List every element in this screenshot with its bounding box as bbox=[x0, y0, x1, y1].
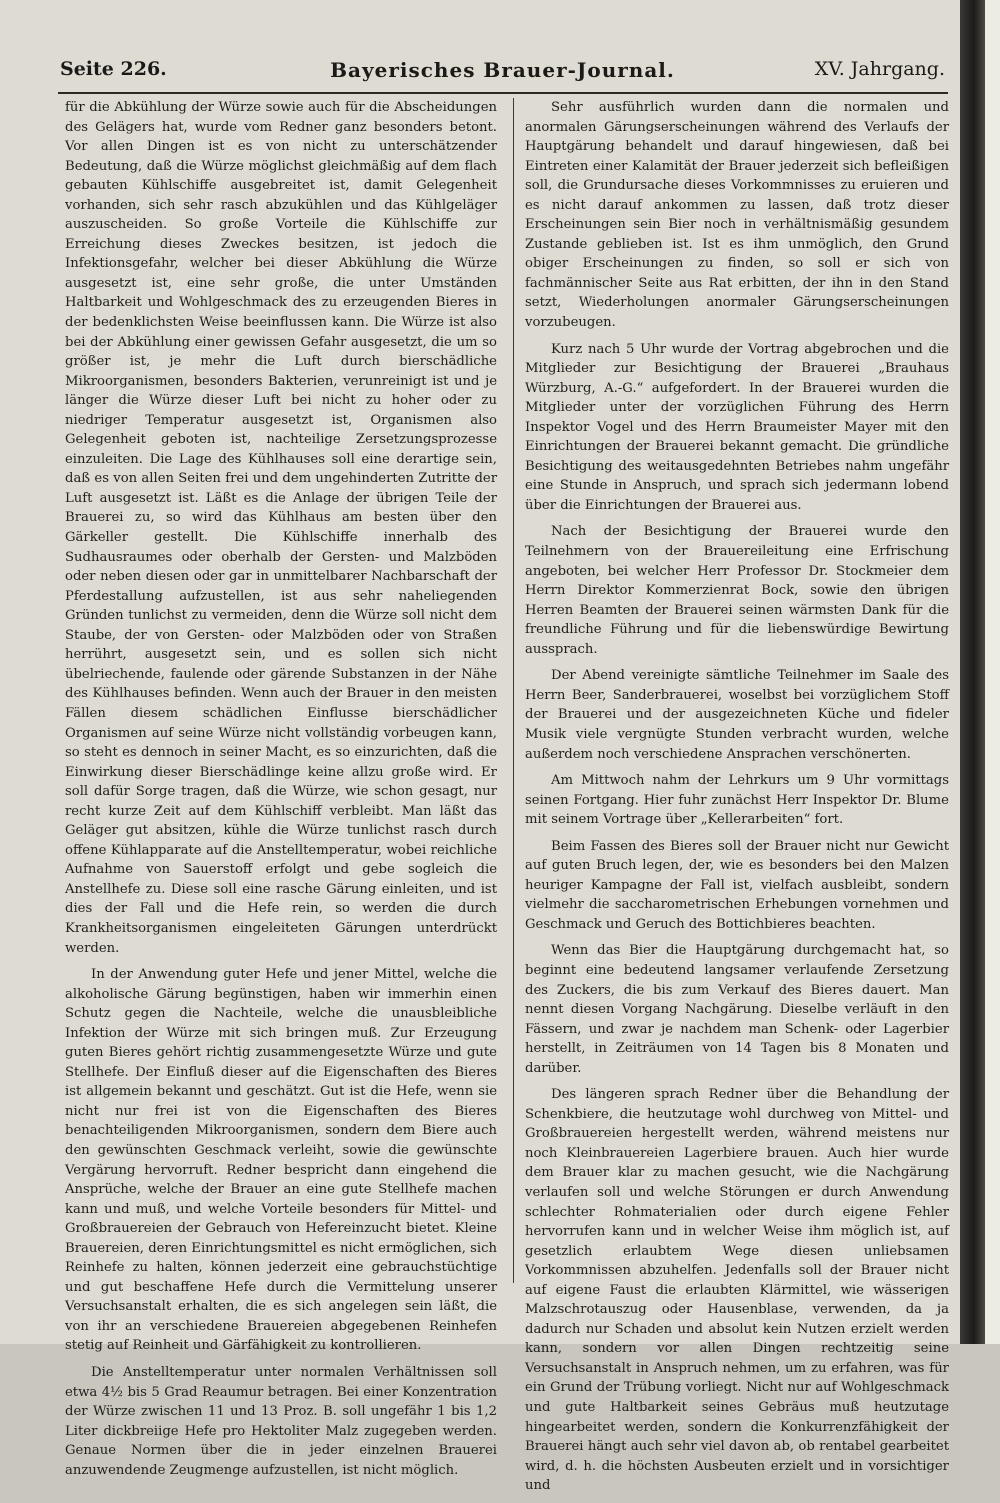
right-paragraph-4: Der Abend vereinigte sämtliche Teilnehmer im Saale des Herrn Beer, Sanderbrauerei, woselbst bei vorzüglichem Stoff der Brauerei und der ausgezeichneten Küche und fideler Musik viele vergnügte Stunden verbracht wurden, welche außerdem noch verschiedene Ansprachen verschönerten. bbox=[525, 668, 949, 762]
right-paragraph-3: Nach der Besichtigung der Brauerei wurde den Teilnehmern von der Brauereileitung eine Erfrischung angeboten, bei welcher Herr Professor Dr. Stockmeier dem Herrn Direktor Kommerzienrat Bock, sowie den übrigen Herren Beamten der Brauerei seinen wärmsten Dank für die freundliche Führung und für die liebenswürdige Bewirtung aussprach. bbox=[525, 524, 949, 657]
right-paragraph-1: Sehr ausführlich wurden dann die normalen und anormalen Gärungserscheinungen während des Verlaufs der Hauptgärung behandelt und darauf hingewiesen, daß bei Eintreten einer Kalamität der Brauer jederzeit sich befleißigen soll, die Grundursache dieses Vorkommnisses zu eruieren und es nicht darauf ankommen zu lassen, daß trotz dieser Erscheinungen sein Bier noch in verhältnismäßig gesundem Zustande geblieben ist. Ist es ihm unmöglich, den Grund obiger Erscheinungen zu finden, so soll er sich von fachmännischer Seite aus Rat erbitten, der ihn in den Stand setzt, Wiederholungen anormaler Gärungserscheinungen vorzubeugen. bbox=[525, 100, 949, 331]
left-paragraph-2: In der Anwendung guter Hefe und jener Mittel, welche die alkoholische Gärung begünstigen, haben wir immerhin einen Schutz gegen die Nachteile, welche die unausbleibliche Infektion der Würze mit sich bringen muß. Zur Erzeugung guten Bieres gehört richtig zusammengesetzte Würze und gute Stellhefe. Der Einfluß dieser auf die Eigenschaften des Bieres ist allgemein bekannt und geschätzt. Gut ist die Hefe, wenn sie nicht nur frei ist von die Eigenschaften des Bieres benachteiligenden Mikroorganismen, sondern dem Biere auch den gewünschten Geschmack verleiht, sowie die gewünschte Vergärung hervorruft. Redner bespricht dann eingehend die Ansprüche, welche der Brauer an eine gute Stellhefe machen kann und muß, und welche Vorteile besonders für Mittel- und Großbrauereien der Gebrauch von Hefereinzucht bietet. Kleine Brauereien, deren Einrichtungsmittel es nicht ermöglichen, sich Reinhefe zu halten, können jederzeit eine gebrauchstüchtige und gut beschaffene Hefe durch die Vermittelung unserer Versuchsanstalt erhalten, die es sich angelegen sein läßt, die von ihr an verschiedene Brauereien abgegebenen Reinhefen stetig auf Reinheit und Gärfähigkeit zu kontrollieren. bbox=[65, 967, 497, 1354]
right-paragraph-7: Wenn das Bier die Hauptgärung durchgemacht hat, so beginnt eine bedeutend langsamer verlaufende Zersetzung des Zuckers, die bis zum Verkauf des Bieres dauert. Man nennt diesen Vorgang Nachgärung. Dieselbe verläuft in den Fässern, und zwar je nachdem man Schenk- oder Lagerbier herstellt, in Zeiträumen von 14 Tagen bis 8 Monaten und darüber. bbox=[525, 943, 949, 1076]
left-column bbox=[65, 98, 497, 1487]
adjacent-page-edge bbox=[985, 0, 1000, 1344]
right-paragraph-5: Am Mittwoch nahm der Lehrkurs um 9 Uhr vormittags seinen Fortgang. Hier fuhr zunächst Herr Inspektor Dr. Blume mit seinem Vortrage über „Kellerarbeiten“ fort. bbox=[525, 773, 949, 828]
left-paragraph-1: für die Abkühlung der Würze sowie auch für die Abscheidungen des Gelägers hat, wurde vom Redner ganz besonders betont. Vor allen Dingen ist es von nicht zu unterschätzender Bedeutung, daß die Würze möglichst gleichmäßig auf dem flach gebauten Kühlschiffe ausgebreitet ist, damit Gelegenheit vorhanden, sich sehr rasch abzukühlen und das Kühlgeläger auszuscheiden. So große Vorteile die Kühlschiffe zur Erreichung dieses Zweckes besitzen, ist jedoch die Infektionsgefahr, welcher bei dieser Abkühlung die Würze ausgesetzt ist, eine sehr große, die unter Umständen Haltbarkeit und Wohlgeschmack des zu erzeugenden Bieres in der bedenklichsten Weise beeinflussen kann. Die Würze ist also bei der Abkühlung einer gewissen Gefahr ausgesetzt, die um so größer ist, je mehr die Luft durch bierschädliche Mikroorganismen, besonders Bakterien, verunreinigt ist und je länger die Würze dieser Luft bei nicht zu hoher oder zu niedriger Temperatur ausgesetzt ist, Organismen also Gelegenheit geboten ist, nachteilige Zersetzungsprozesse einzuleiten. Die Lage des Kühlhauses soll eine derartige sein, daß es von allen Seiten frei und dem ungehinderten Zutritte der Luft ausgesetzt ist. Läßt es die Anlage der übrigen Teile der Brauerei zu, so wird das Kühlhaus am besten über den Gärkeller gestellt. Die Kühlschiffe innerhalb des Sudhausraumes oder oberhalb der Gersten- und Malzböden oder neben diesen oder gar in unmittelbarer Nachbarschaft der Pferdestallung aufzustellen, ist aus sehr naheliegenden Gründen tunlichst zu vermeiden, denn die Würze soll nicht dem Staube, der von Gersten- oder Malzböden oder von Straßen herrührt, ausgesetzt sein, und es sollen sich nicht übelriechende, faulende oder gärende Substanzen in der Nähe des Kühlhauses befinden. Wenn auch der Brauer in den meisten Fällen diesem schädlichen Einflusse bierschädlicher Organismen auf seine Würze nicht vollständig vorbeugen kann, so steht es dennoch in seiner Macht, es so einzurichten, daß die Einwirkung dieser Bierschädlinge keine allzu große wird. Er soll dafür Sorge tragen, daß die Würze, wie schon gesagt, nur recht kurze Zeit auf dem Kühlschiff verbleibt. Man läßt das Geläger gut absitzen, kühle die Würze tunlichst rasch durch offene Kühlapparate auf die Anstelltemperatur, wobei reichliche Aufnahme von Sauerstoff erfolgt und gebe sogleich die Anstellhefe zu. Diese soll eine rasche Gärung einleiten, und ist dies der Fall und die Hefe rein, so werden die durch Krankheitsorganismen eingeleiteten Gärungen unterdrückt werden. bbox=[65, 100, 497, 956]
right-paragraph-2: Kurz nach 5 Uhr wurde der Vortrag abgebrochen und die Mitglieder zur Besichtigung der Brauerei „Brauhaus Würzburg, A.-G.“ aufgefordert. In der Brauerei wurden die Mitglieder unter der vorzüglichen Führung des Herrn Inspektor Vogel und des Herrn Braumeister Mayer mit den Einrichtungen der Brauerei bekannt gemacht. Die gründliche Besichtigung des weitausgedehnten Betriebes nahm ungefähr eine Stunde in Anspruch, und sprach sich jedermann lobend über die Einrichtungen der Brauerei aus. bbox=[525, 341, 949, 513]
right-paragraph-8: Des längeren sprach Redner über die Behandlung der Schenkbiere, die heutzutage wohl durchweg von Mittel- und Großbrauereien hergestellt werden, während meistens nur noch Kleinbrauereien Lagerbiere brauen. Auch hier wurde dem Brauer klar zu machen gesucht, wie die Nachgärung verlaufen soll und welche Störungen er durch Anwendung schlechter Rohmaterialien oder durch eigene Fehler hervorrufen kann und in welcher Weise ihm möglich ist, auf gesetzlich erlaubtem Wege diesen unliebsamen Vorkommnissen abzuhelfen. Jedenfalls soll der Brauer nicht auf eigene Faust die erlaubten Klärmittel, wie wässerigen Malzschrotauszug oder Hausenblase, verwenden, da ja dadurch nur Schaden und absolut kein Nutzen erzielt werden kann, sondern vor allen Dingen rechtzeitig seine Versuchsanstalt in Anspruch nehmen, um zu erfahren, was für ein Grund der Trübung vorliegt. Nicht nur auf Wohlgeschmack und gute Haltbarkeit seines Gebräus muß heutzutage hingearbeitet werden, sondern die Konkurrenzfähigkeit der Brauerei hängt auch sehr viel davon ab, ob rentabel gearbeitet wird, d. h. die höchsten Ausbeuten erzielt und in vorsichtiger und bbox=[525, 1087, 949, 1494]
left-paragraph-3: Die Anstelltemperatur unter normalen Verhältnissen soll etwa 4½ bis 5 Grad Reaumur betragen. Bei einer Konzentration der Würze zwischen 11 und 13 Proz. B. soll ungefähr 1 bis 1,2 Liter dickbreiige Hefe pro Hektoliter Malz zugegeben werden. Genaue Normen über die in jeder einzelnen Brauerei anzuwendende Zeugmenge aufzustellen, ist nicht möglich. bbox=[65, 1365, 497, 1478]
journal-title: Bayerisches Brauer-Journal. bbox=[330, 58, 675, 82]
page-header bbox=[60, 58, 945, 88]
volume-label: XV. Jahrgang. bbox=[814, 58, 945, 80]
right-column bbox=[525, 98, 949, 1503]
page-number: Seite 226. bbox=[60, 58, 167, 80]
right-paragraph-6: Beim Fassen des Bieres soll der Brauer nicht nur Gewicht auf guten Bruch legen, der, wie es besonders bei den Malzen heuriger Kampagne der Fall ist, vielfach ausbleibt, sondern vielmehr die saccharometrischen Erhebungen vornehmen und Geschmack und Geruch des Bottichbieres beachten. bbox=[525, 838, 949, 932]
column-divider bbox=[513, 98, 514, 1283]
header-rule bbox=[58, 92, 948, 94]
